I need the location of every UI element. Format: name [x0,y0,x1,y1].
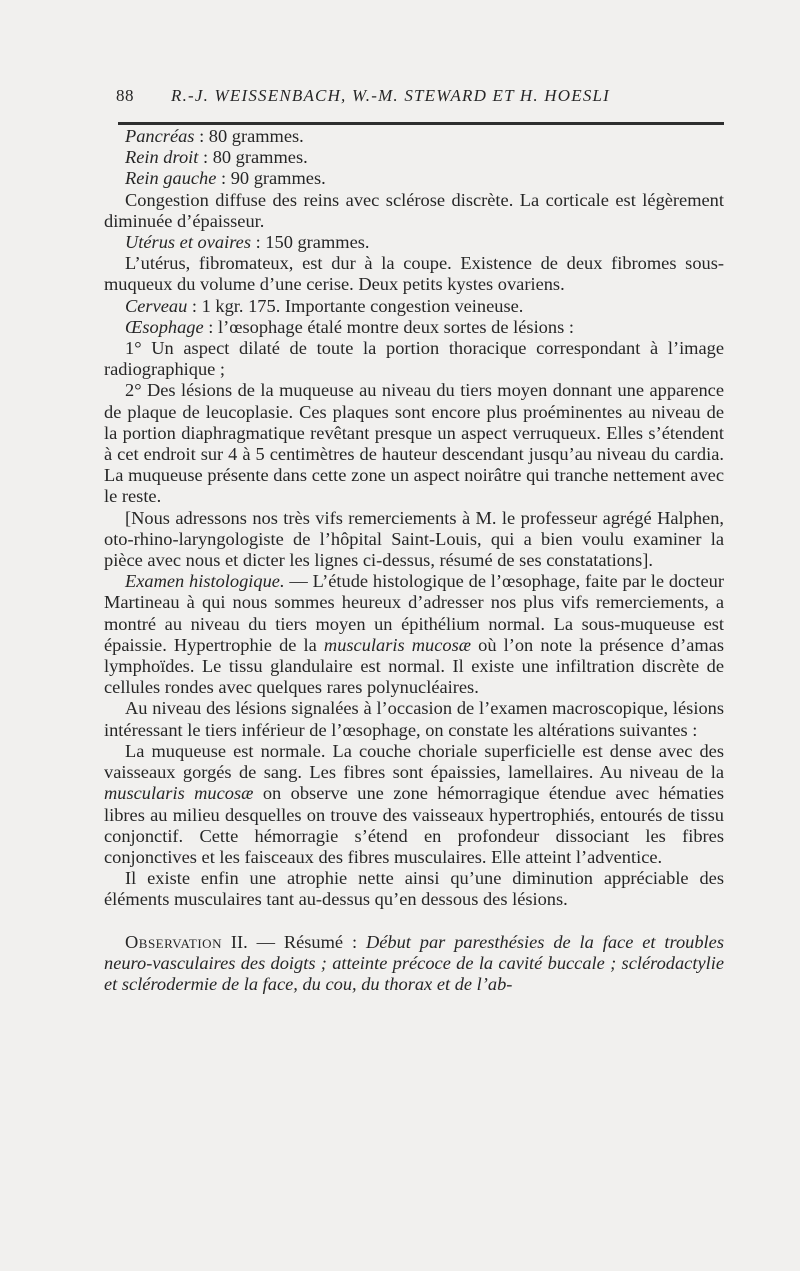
paragraph-text: La muqueuse est normale. La couche choriale superficielle est dense avec des vaisseaux gorgés de sang. Les fibres sont épaissies, lamellaires. Au niveau de la [104,740,724,783]
organ-label: Utérus et ovaires [125,232,251,253]
organ-label: Pancréas [125,126,195,146]
paragraph-text: où l’on note la présence d’amas lymphoïdes. Le tissu glandulaire est normal. Il existe une infiltration discrète de cellules rondes avec quelques rares polynucléaires. [104,634,725,698]
organ-label: Œsophage [125,316,204,337]
paragraph-text: : l’œsophage étalé montre deux sortes de lésions : [203,316,574,337]
section-label: Examen histologique. [125,571,285,592]
paragraph-text: 1° Un aspect dilaté de toute la portion thoracique correspondant à l’image radiographique ; [104,338,724,380]
body-text [104,126,724,995]
paragraph-text: 2° Des lésions de la muqueuse au niveau du tiers moyen donnant une apparence de plaque de leucoplasie. Ces plaques sont encore plus proéminentes au niveau de la portion diaphragmatique revêtant presque un aspect verruqueux. Elles s’étendent à cet endroit sur 4 à 5 centimètres de hauteur descendant jusqu’au niveau du cardia. La muqueuse présente dans cette zone un aspect noirâtre qui tranche nettement avec le reste. [104,380,724,507]
paragraph-uterus [104,232,724,253]
paragraph-point-2 [104,380,724,507]
observation-number: II. — Résumé : [221,931,366,952]
paragraph-text: [Nous adressons nos très vifs remerciements à M. le professeur agrégé Halphen, oto-rhino-laryngologiste de l’hôpital Saint-Louis, qui a bien voulu examiner la pièce avec nous et dicter les lignes ci-dessus, résumé de ses constatations]. [104,507,724,571]
paragraph-text: : 80 grammes. [194,126,304,146]
observation-label: Observation [125,931,222,952]
paragraph-atrophie [104,868,724,910]
paragraph-congestion [104,190,724,232]
paragraph-text: L’utérus, fibromateux, est dur à la coupe. Existence de deux fibromes sous-muqueux du volume d’une cerise. Deux petits kystes ovariens. [104,253,724,295]
paragraph-oesophage [104,317,724,338]
paragraph-lesions [104,698,724,740]
paragraph-text: : 1 kgr. 175. Importante congestion veineuse. [187,295,524,316]
organ-label: Cerveau [125,295,188,316]
latin-term: muscularis mucosæ [104,783,254,804]
running-title: R.-J. WEISSENBACH, W.-M. STEWARD ET H. HOESLI [171,86,611,105]
paragraph-pancreas [104,126,724,147]
page-header [116,86,716,116]
paragraph-text: : 150 grammes. [251,232,370,253]
latin-term: muscularis mucosæ [323,634,472,655]
organ-label: Rein gauche [125,168,217,189]
paragraph-muqueuse [104,741,724,868]
organ-label: Rein droit [125,147,199,168]
paragraph-point-1 [104,338,724,380]
paragraph-text: on observe une zone hémorragique étendue avec hématies libres au milieu desquelles on trouve des vaisseaux hypertrophiés, entourés de tissu conjonctif. Cette hémorragie s’étend en profondeur dissociant les fibres conjonctives et les faisceaux des fibres musculaires. Elle atteint l’adventice. [104,783,724,867]
paragraph-fibromes [104,253,724,295]
paragraph-text: Congestion diffuse des reins avec sclérose discrète. La corticale est légèrement diminuée d’épaisseur. [104,189,724,231]
paragraph-histology [104,571,724,698]
paragraph-text: Il existe enfin une atrophie nette ainsi qu’une diminution appréciable des éléments musculaires tant au-dessus qu’en dessous des lésions. [104,868,724,910]
header-rule [118,122,724,125]
paragraph-text: — L’étude histologique de l’œsophage, faite par le docteur Martineau à qui nous sommes heureux d’adresser nos plus vifs remerciements, a montré au niveau du tiers moyen un épithélium normal. La sous-muqueuse est épaissie. Hypertrophie de la [104,571,724,655]
paragraph-text: Au niveau des lésions signalées à l’occasion de l’examen macroscopique, lésions intéressant le tiers inférieur de l’œsophage, on constate les altérations suivantes : [104,698,724,740]
paragraph-cerveau [104,296,724,317]
paragraph-rein-gauche [104,168,724,189]
paragraph-text: : 80 grammes. [198,147,308,168]
observation-summary: Début par paresthésies de la face et troubles neuro-vasculaires des doigts ; atteinte précoce de la cavité buccale ; sclérodactylie et sclérodermie de la face, du cou, du thorax et de l’ab- [104,931,724,994]
paragraph-rein-droit [104,147,724,168]
paragraph-text: : 90 grammes. [216,168,326,189]
page-number: 88 [116,86,134,105]
paragraph-remerciements [104,508,724,572]
observation-heading [104,932,724,996]
